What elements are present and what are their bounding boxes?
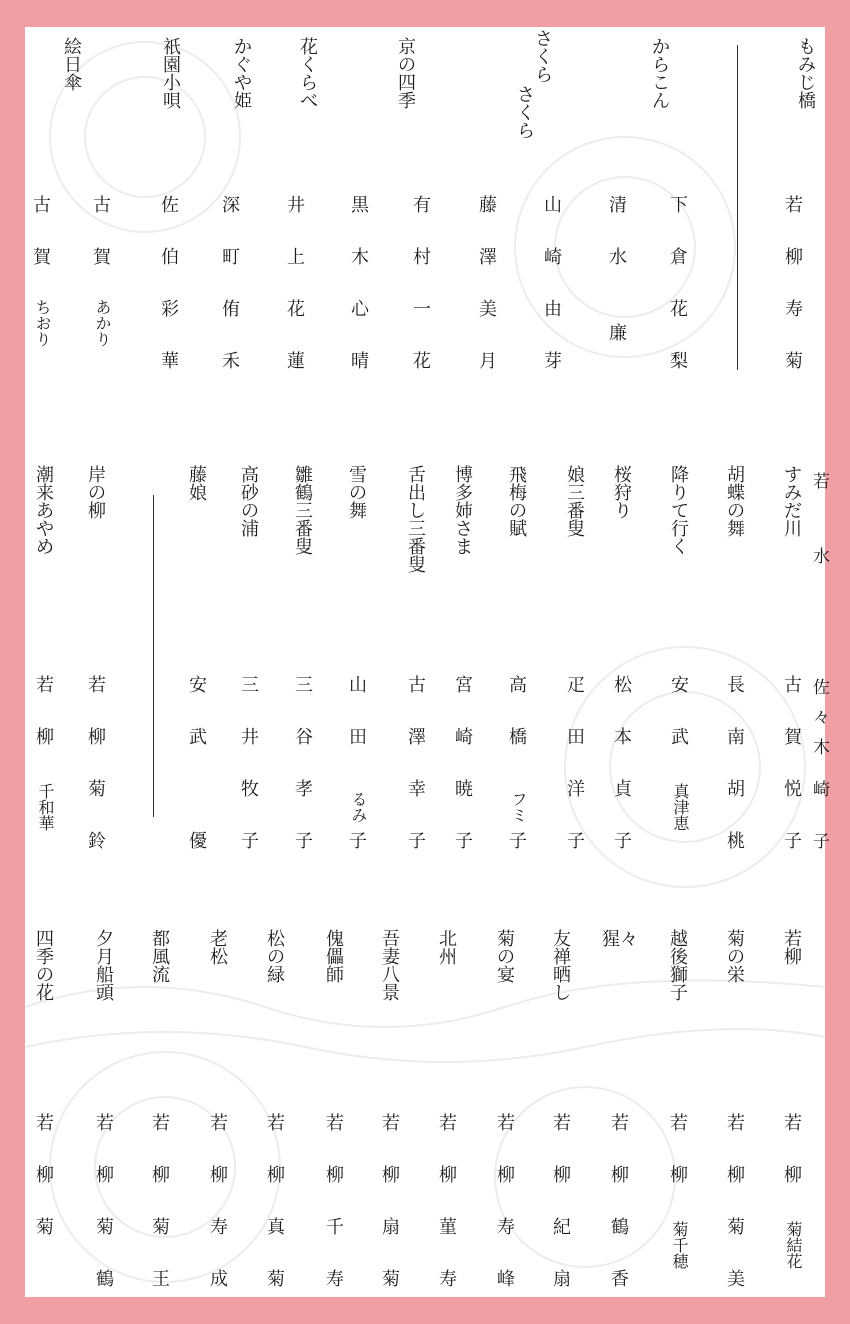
title-text: 岸の柳 [88,465,106,522]
title-text: 友禅晒し [553,929,571,1004]
title-text: 夕月船頭 [96,929,114,1004]
title-text: 越後獅子 [670,929,688,1004]
name-char: 柳 [210,1165,228,1186]
performer-name [320,1115,350,1323]
name-char: 深 [222,195,240,216]
name-char: 柳 [553,1165,571,1186]
performer-name [30,1115,60,1323]
name-char: 長 [727,675,745,696]
name-char: るみ [349,791,368,823]
name-char: 柳 [267,1165,285,1186]
name-char: 美 [479,299,497,320]
name-char: 梨 [670,351,688,372]
program-title [778,465,808,540]
name-char: 柳 [785,247,803,268]
name-char: 宮 [455,675,473,696]
name-char: 幸 [408,779,426,800]
name-char: 子 [408,831,426,852]
section-2-divider [153,495,154,817]
section-1-divider [737,45,738,370]
side-label: 木 [813,738,830,758]
name-char: 三 [295,675,313,696]
name-char: 井 [241,727,259,748]
name-char: 子 [567,831,585,852]
name-char: 菊結花 [784,1221,803,1269]
name-char: 村 [413,247,431,268]
program-title [235,465,265,540]
program-title [402,465,432,576]
name-char: 柳 [497,1165,515,1186]
program-title [261,929,291,986]
name-char: 子 [349,831,367,852]
name-char: 安 [671,675,689,696]
side-label: 若 [813,472,830,492]
program-title [503,465,533,540]
title-text: 娘三番叟 [567,465,585,540]
name-char: 佐 [161,195,179,216]
name-char: 菫 [439,1217,457,1238]
program-title [792,37,822,112]
name-char: 禾 [222,351,240,372]
title-text: 博多姉さま [455,465,473,558]
name-char: 菊 [267,1269,285,1290]
name-char: 牧 [241,779,259,800]
name-char: 優 [189,831,207,852]
name-char: 晴 [351,351,369,372]
name-char: 谷 [295,727,313,748]
name-char: 井 [287,195,305,216]
name-char: 子 [241,831,259,852]
name-char: 胡 [727,779,745,800]
program-title [82,465,112,522]
title-text: 高砂の浦 [241,465,259,540]
name-char: 寿 [439,1269,457,1290]
title-text: もみじ橋 [798,37,816,112]
title-text: 絵日傘 [64,37,82,94]
name-char: 崎 [455,727,473,748]
title-text: からこん [652,37,670,112]
program-title [392,37,422,112]
performer-name [146,1115,176,1323]
performer-name [155,197,185,405]
name-char: 成 [210,1269,228,1290]
name-char: 賀 [784,727,802,748]
program-title [228,37,258,112]
name-char: 花 [287,299,305,320]
name-char: 古 [33,195,51,216]
program-title [320,929,350,986]
performer-name [235,677,265,885]
name-char: 洋 [567,779,585,800]
performer-name [473,197,503,405]
title-text: 傀儡師 [326,929,344,986]
title-text: 老松 [210,929,228,968]
name-char: 子 [295,831,313,852]
performer-name [665,677,695,885]
program-title [183,465,213,504]
name-char: 若 [96,1113,114,1134]
name-char: 本 [614,727,632,748]
name-char: 有 [413,195,431,216]
performer-name [605,1115,635,1323]
name-char: 鶴 [96,1269,114,1290]
name-char: 柳 [439,1165,457,1186]
program-title [30,465,60,558]
performer-name [503,677,533,885]
program-title [90,929,120,1004]
name-char: 若 [36,675,54,696]
name-char: 清 [609,195,627,216]
program-title [343,465,373,522]
name-char: 山 [349,675,367,696]
performer-name [281,197,311,405]
program-page [25,27,830,1297]
name-char: 桃 [727,831,745,852]
name-char: あかり [93,299,112,347]
title-text: 降りて行く [671,465,689,558]
name-char: 菊 [727,1217,745,1238]
name-char: 藤 [479,195,497,216]
performer-name [779,197,809,405]
performer-name [343,677,373,885]
title-text: すみだ川 [784,465,802,540]
name-char: 高 [509,675,527,696]
title-text: 祇園小唄 [163,37,181,112]
name-char: 柳 [326,1165,344,1186]
performer-name [376,1115,406,1323]
name-char: 菊 [36,1217,54,1238]
name-char: 橋 [509,727,527,748]
title-text: 都風流 [152,929,170,986]
name-char: 千 [326,1217,344,1238]
name-char: 安 [189,675,207,696]
name-char: 心 [351,299,369,320]
program-title [608,465,638,522]
name-char: 紀 [553,1217,571,1238]
side-label: 々 [813,708,830,728]
name-char: ちおり [33,299,52,347]
title-text: 北州 [439,929,457,968]
program-title [721,465,751,540]
title-text: 舌出し三番叟 [408,465,426,576]
name-char: 若 [439,1113,457,1134]
name-char: 扇 [553,1269,571,1290]
performer-name [608,677,638,885]
name-char: 廉 [609,323,627,344]
name-char: 真 [267,1217,285,1238]
name-char: 田 [349,727,367,748]
performer-name [204,1115,234,1323]
name-char: 若 [611,1113,629,1134]
name-char: 柳 [36,727,54,748]
name-char: 若 [36,1113,54,1134]
name-char: 柳 [611,1165,629,1186]
performer-name [289,677,319,885]
program-title [376,929,406,1004]
name-char: 若 [670,1113,688,1134]
name-char: 疋 [567,675,585,696]
name-char: 芽 [544,351,562,372]
title-text: 胡蝶の舞 [727,465,745,540]
name-char: 由 [544,299,562,320]
name-char: 彩 [161,299,179,320]
name-char: 若 [326,1113,344,1134]
title-text: 雛鶴三番叟 [295,465,313,558]
name-char: 水 [609,247,627,268]
title-text: 四季の花 [36,929,54,1004]
name-char: 貞 [614,779,632,800]
title-text: 菊の宴 [497,929,515,986]
performer-name [491,1115,521,1323]
name-char: 子 [509,831,527,852]
title-text: さくら [535,29,553,86]
performer-name [345,197,375,405]
name-char: 黒 [351,195,369,216]
name-char: 柳 [727,1165,745,1186]
performer-name [547,1115,577,1323]
name-char: 若 [152,1113,170,1134]
title-text: さくら [517,85,535,142]
name-char: 子 [784,831,802,852]
name-char: 若 [210,1113,228,1134]
program-title [449,465,479,558]
title-text: 藤娘 [189,465,207,504]
program-title [511,85,541,142]
program-title [146,929,176,986]
name-char: 柳 [670,1165,688,1186]
name-char: 扇 [382,1217,400,1238]
name-char: 田 [567,727,585,748]
performer-name [561,677,591,885]
name-char: 一 [413,299,431,320]
name-char: 若 [382,1113,400,1134]
name-char: 美 [727,1269,745,1290]
name-char: 王 [152,1269,170,1290]
name-char: 菊 [96,1217,114,1238]
name-char: 柳 [88,727,106,748]
name-char: 寿 [210,1217,228,1238]
performer-name [664,197,694,405]
name-char: 古 [408,675,426,696]
title-text: 若柳 [784,929,802,968]
program-title [289,465,319,558]
name-char: 古 [784,675,802,696]
performer-name [90,1115,120,1323]
name-char: 若 [267,1113,285,1134]
title-text: 飛梅の賦 [509,465,527,540]
performer-name [402,677,432,885]
name-char: フミ [509,791,528,823]
performer-name [216,197,246,405]
name-char: 木 [351,247,369,268]
name-char: 寿 [497,1217,515,1238]
name-char: 澤 [479,247,497,268]
name-char: 寿 [785,299,803,320]
program-title [646,37,676,112]
name-char: 賀 [33,247,51,268]
performer-name [261,1115,291,1323]
name-char: 賀 [93,247,111,268]
name-char: 菊 [152,1217,170,1238]
name-char: 鶴 [611,1217,629,1238]
name-char: 子 [614,831,632,852]
koga-chiori-given-name [31,299,53,347]
performer-name [721,1115,751,1323]
program-title [602,929,638,953]
name-char: 柳 [152,1165,170,1186]
performer-name [183,677,213,885]
name-char: 蓮 [287,351,305,372]
name-char: 暁 [455,779,473,800]
performer-name [778,1115,808,1323]
performer-name [721,677,751,885]
program-title [529,29,559,86]
side-label: 水 [813,547,830,567]
title-text: 桜狩り [614,465,632,522]
name-char: 菊 [88,779,106,800]
side-label: 佐 [813,678,830,698]
program-title [664,929,694,1004]
name-char: 香 [611,1269,629,1290]
title-text: 松の緑 [267,929,285,986]
performer-name [778,677,808,885]
name-char: 子 [455,831,473,852]
name-char: 柳 [784,1165,802,1186]
name-char: 澤 [408,727,426,748]
name-char: 月 [479,351,497,372]
name-char: 柳 [96,1165,114,1186]
name-char: 真津恵 [671,783,690,831]
name-char: 鈴 [88,831,106,852]
name-char: 花 [670,299,688,320]
name-char: 町 [222,247,240,268]
title-text: 潮来あやめ [36,465,54,558]
title-text: 吾妻八景 [382,929,400,1004]
program-title [157,37,187,112]
name-char: 三 [241,675,259,696]
name-char: 若 [784,1113,802,1134]
name-char: 松 [614,675,632,696]
name-char: 寿 [326,1269,344,1290]
title-text: 花くらべ [300,37,318,112]
side-label: 崎 [813,780,830,800]
program-title [561,465,591,540]
program-title [721,929,751,986]
title-text: 雪の舞 [349,465,367,522]
name-char: 若 [727,1113,745,1134]
name-char: 菊 [785,351,803,372]
program-title [58,37,88,94]
title-text: かぐや姫 [234,37,252,112]
koga-akari-given-name [91,299,113,347]
name-char: 武 [671,727,689,748]
performer-name [603,197,633,405]
name-char: 柳 [382,1165,400,1186]
program-title [491,929,521,986]
title-text: 菊の栄 [727,929,745,986]
name-char: 若 [497,1113,515,1134]
performer-name [82,677,112,885]
name-char: 千和華 [36,783,55,831]
performer-name [538,197,568,405]
program-title [294,37,324,112]
name-char: 菊千穂 [670,1221,689,1269]
name-char: 峰 [497,1269,515,1290]
name-char: 武 [189,727,207,748]
performer-name [407,197,437,405]
shimizu-given-name [603,325,633,347]
name-char: 華 [161,351,179,372]
name-char: 柳 [36,1165,54,1186]
name-char: 倉 [670,247,688,268]
program-title [204,929,234,968]
name-char: 崎 [544,247,562,268]
name-char: 侑 [222,299,240,320]
performer-name [433,1115,463,1323]
name-char: 古 [93,195,111,216]
name-char: 若 [553,1113,571,1134]
program-title [30,929,60,1004]
side-label: 子 [813,832,830,852]
name-char: 若 [785,195,803,216]
title-text: 猩々 [602,929,638,950]
name-char: 上 [287,247,305,268]
name-char: 下 [670,195,688,216]
program-title [778,929,808,968]
program-title [665,465,695,558]
name-char: 悦 [784,779,802,800]
performer-name [664,1115,694,1323]
name-char: 孝 [295,779,313,800]
name-char: 菊 [382,1269,400,1290]
performer-name [449,677,479,885]
name-char: 若 [88,675,106,696]
program-title [433,929,463,968]
name-char: 南 [727,727,745,748]
name-char: 花 [413,351,431,372]
name-char: 伯 [161,247,179,268]
program-title [547,929,577,1004]
title-text: 京の四季 [398,37,416,112]
performer-name [30,677,60,885]
name-char: 山 [544,195,562,216]
